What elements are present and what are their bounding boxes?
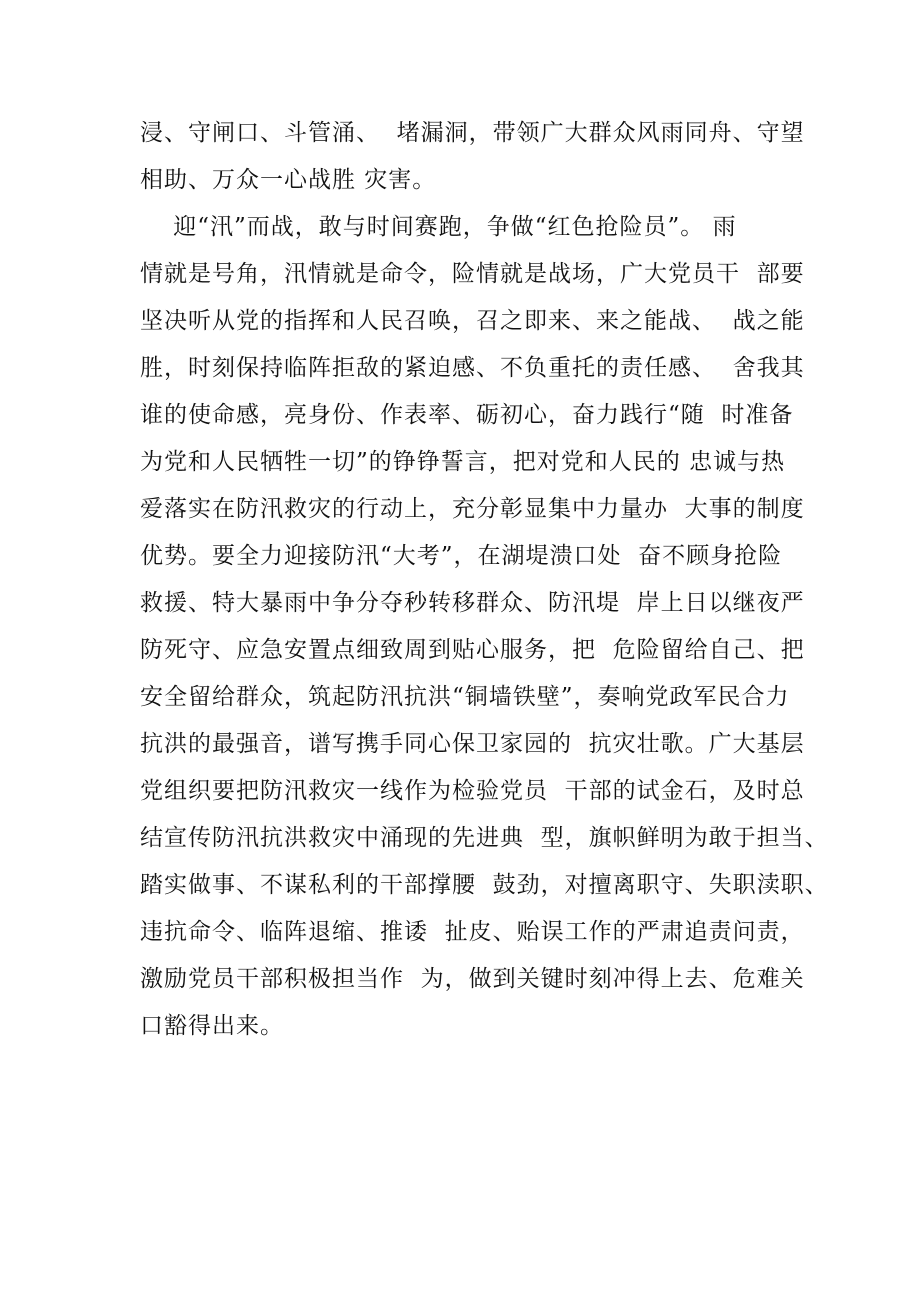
- text-line: 救援、特大暴雨中争分夺秒转移群众、防汛堤 岸上日以继夜严: [140, 590, 805, 616]
- text-line: 迎“汛”而战，敢与时间赛跑，争做“红色抢险员”。 雨: [140, 214, 737, 240]
- text-line: 口豁得出来。: [140, 1013, 284, 1039]
- text-line: 相助、万众一心战胜 灾害。: [140, 167, 437, 193]
- text-line: 结宣传防汛抗洪救灾中涌现的先进典 型，旗帜鲜明为敢于担当、: [140, 825, 829, 851]
- text-line: 浸、守闸口、斗管涌、 堵漏洞，带领广大群众风雨同舟、守望: [140, 120, 805, 146]
- text-line: 爱落实在防汛救灾的行动上，充分彰显集中力量办 大事的制度: [140, 496, 805, 522]
- text-line: 激励党员干部积极担当作 为，做到关键时刻冲得上去、危难关: [140, 966, 805, 992]
- text-line: 违抗命令、临阵退缩、推诿 扯皮、贻误工作的严肃追责问责，: [140, 919, 805, 945]
- text-line: 踏实做事、不谋私利的干部撑腰 鼓劲，对擅离职守、失职渎职、: [140, 872, 829, 898]
- text-line: 防死守、应急安置点细致周到贴心服务，把 危险留给自己、把: [140, 637, 805, 663]
- text-line: 抗洪的最强音，谱写携手同心保卫家园的 抗灾壮歌。广大基层: [140, 731, 805, 757]
- body-text: [140, 110, 829, 1050]
- text-line: 党组织要把防汛救灾一线作为检验党员 干部的试金石，及时总: [140, 778, 805, 804]
- text-line: 谁的使命感，亮身份、作表率、砺初心，奋力践行“随 时准备: [140, 402, 794, 428]
- text-line: 胜，时刻保持临阵拒敌的紧迫感、不负重托的责任感、 舍我其: [140, 355, 805, 381]
- text-line: 安全留给群众，筑起防汛抗洪“铜墙铁壁”，奏响党政军民合力: [140, 684, 790, 710]
- text-line: 情就是号角，汛情就是命令，险情就是战场，广大党员干 部要: [140, 261, 805, 287]
- text-line: 优势。要全力迎接防汛“大考”，在湖堤溃口处 奋不顾身抢险: [140, 543, 783, 569]
- text-line: 为党和人民牺牲一切”的铮铮誓言，把对党和人民的 忠诚与热: [140, 449, 786, 475]
- text-line: 坚决听从党的指挥和人民召唤，召之即来、来之能战、 战之能: [140, 308, 805, 334]
